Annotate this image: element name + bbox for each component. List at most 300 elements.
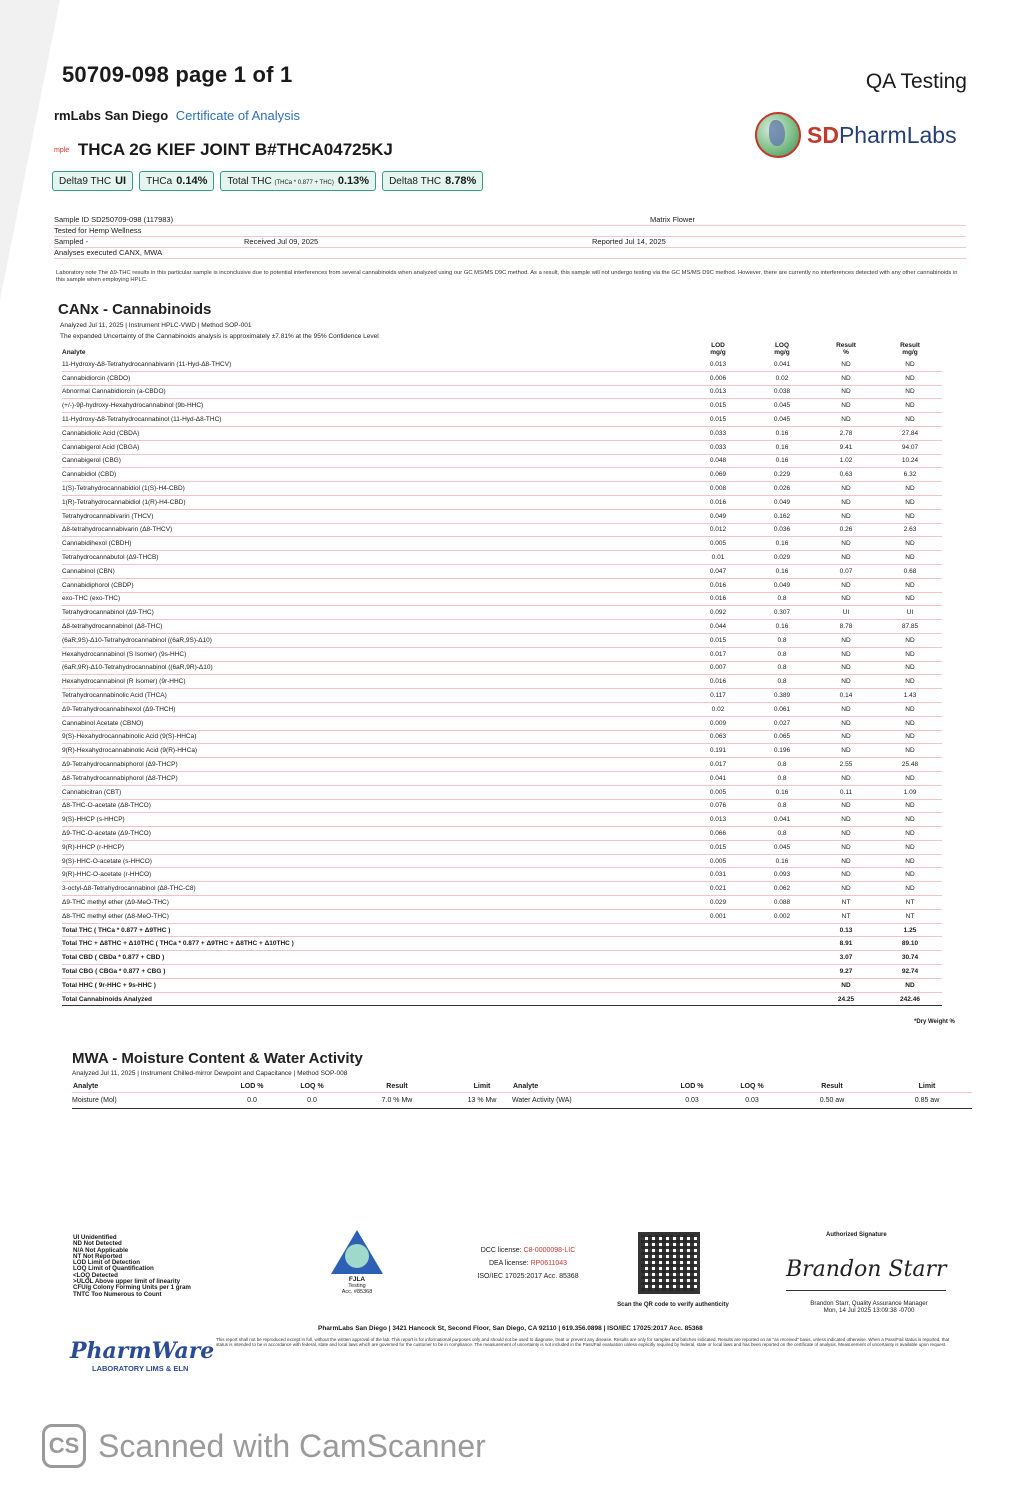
table-cell: 1.43 [878, 689, 942, 703]
globe-icon [755, 112, 801, 158]
qa-testing-label: QA Testing [865, 70, 967, 93]
table-row [62, 509, 942, 523]
table-cell: ND [878, 661, 942, 675]
table-row [62, 730, 942, 744]
table-cell: 0.049 [750, 578, 814, 592]
table-cell: 0.031 [686, 868, 750, 882]
table-cell: 0.16 [750, 537, 814, 551]
table-cell: 0.069 [686, 468, 750, 482]
table-cell: ND [814, 358, 878, 371]
legend-item: CFU/g Colony Forming Units per 1 gram [73, 1284, 191, 1292]
table-cell: 0.048 [686, 454, 750, 468]
table-row [62, 385, 942, 399]
sample-id: Sample ID SD250709-098 (117983) [54, 215, 174, 224]
table-cell: 94.07 [878, 440, 942, 454]
total-cell: Total CBD ( CBDa * 0.877 + CBD ) [62, 951, 686, 965]
analyte-name: Cannabigerol (CBG) [62, 454, 686, 468]
analyte-name: 11-Hydroxy-Δ8-Tetrahydrocannabivarin (11-Hyd-Δ8-THCV) [62, 358, 686, 371]
table-cell: 1.09 [878, 785, 942, 799]
table-cell: ND [814, 854, 878, 868]
total-cell [750, 937, 814, 951]
col-analyte: Analyte [62, 349, 86, 356]
table-cell: ND [878, 730, 942, 744]
mwa-header: Result [782, 1082, 882, 1093]
lab-note: Laboratory note The Δ9-THC results in this particular sample is inconclusive due to potential interferences from several cannabinoids when analyzed using our GC MS/MS D9C method. As a result, this sample will not undergo testing via the GC MS/MS D9C method. However, there are currently no interferences detected with any other cannabinoids in this sample when employing HPLC. [56, 270, 958, 283]
total-row [62, 992, 942, 1006]
table-cell: 0.8 [750, 758, 814, 772]
total-cell: 89.10 [878, 937, 942, 951]
analyte-name: Cannabidihexol (CBDH) [62, 537, 686, 551]
legend-item: N/A Not Applicable [73, 1246, 129, 1254]
table-cell: ND [814, 675, 878, 689]
table-cell: 0.007 [686, 661, 750, 675]
table-cell: ND [814, 551, 878, 565]
total-cell [686, 992, 750, 1006]
table-cell: 0.012 [686, 523, 750, 537]
table-cell: ND [878, 509, 942, 523]
table-cell: ND [814, 399, 878, 413]
table-cell: ND [878, 371, 942, 385]
table-cell: ND [814, 827, 878, 841]
analyte-name: Cannabicitran (CBT) [62, 785, 686, 799]
table-cell: 0.015 [686, 399, 750, 413]
mwa-header: LOD % [662, 1082, 722, 1093]
table-cell: ND [878, 840, 942, 854]
fjla-accreditation [323, 1230, 391, 1295]
total-cell: Total HHC ( 9r-HHC + 9s-HHC ) [62, 978, 686, 992]
col-lod: LOD mg/g [710, 342, 726, 356]
table-cell: 0.076 [686, 799, 750, 813]
document-id: 50709-098 page 1 of 1 [62, 62, 293, 87]
table-cell: 0.041 [686, 771, 750, 785]
table-cell: 0.16 [750, 785, 814, 799]
table-cell: 0.016 [686, 578, 750, 592]
mwa-cell: 0.0 [282, 1093, 342, 1109]
total-cell [686, 951, 750, 965]
table-cell: 0.389 [750, 689, 814, 703]
table-cell: ND [814, 716, 878, 730]
table-row [62, 606, 942, 620]
table-cell: 0.8 [750, 592, 814, 606]
signer-info: Brandon Starr, Quality Assurance Manager Mon, 14 Jul 2025 13:09:38 -0700 [810, 1300, 928, 1314]
canx-uncertainty: The expanded Uncertainty of the Cannabinoids analysis is approximately ±7.81% at the 95% Confidence Level [60, 333, 379, 340]
tested-for: Tested for Hemp Wellness [54, 226, 142, 235]
table-cell: ND [814, 882, 878, 896]
analyte-name: Cannabidiphorol (CBDP) [62, 578, 686, 592]
table-row [62, 468, 942, 482]
sample-meta [54, 215, 966, 259]
table-cell: 0.063 [686, 730, 750, 744]
table-cell: 0.26 [814, 523, 878, 537]
total-cell [686, 937, 750, 951]
mwa-cell: 13 % Mw [452, 1093, 512, 1109]
table-cell: ND [814, 771, 878, 785]
mwa-header: Analyte [72, 1082, 222, 1093]
table-cell: ND [878, 482, 942, 496]
table-cell: NT [878, 896, 942, 910]
total-cell: ND [878, 978, 942, 992]
table-cell: ND [878, 551, 942, 565]
table-row [62, 758, 942, 772]
mwa-cell: Moisture (Mol) [72, 1093, 222, 1109]
table-row [62, 633, 942, 647]
table-cell: 0.307 [750, 606, 814, 620]
table-cell: 87.85 [878, 620, 942, 634]
canx-title: CANx - Cannabinoids [58, 301, 212, 318]
table-cell: ND [878, 868, 942, 882]
table-cell: ND [814, 661, 878, 675]
mwa-analyzed: Analyzed Jul 11, 2025 | Instrument Chilled-mirror Dewpoint and Capacitance | Method SOP-008 [72, 1070, 348, 1077]
table-cell: 0.036 [750, 523, 814, 537]
table-cell: 0.013 [686, 385, 750, 399]
total-cell: 1.25 [878, 923, 942, 937]
table-cell: 0.027 [750, 716, 814, 730]
legend-item: >ULOL Above upper limit of linearity [73, 1278, 181, 1286]
table-cell: 0.026 [750, 482, 814, 496]
legend-item: LOD Limit of Detection [73, 1259, 141, 1267]
table-cell: 0.191 [686, 744, 750, 758]
analyte-name: Δ9-Tetrahydrocannabiphorol (Δ9-THCP) [62, 758, 686, 772]
col-loq: LOQ mg/g [774, 342, 790, 356]
analyte-name: (6aR,9S)-Δ10-Tetrahydrocannabinol ((6aR,9S)-Δ10) [62, 633, 686, 647]
table-cell: 0.045 [750, 413, 814, 427]
table-cell: 0.013 [686, 813, 750, 827]
table-row [62, 358, 942, 371]
analyte-name: Tetrahydrocannabivarin (THCV) [62, 509, 686, 523]
camscanner-icon: CS [42, 1424, 86, 1468]
table-cell: 0.8 [750, 633, 814, 647]
analyte-name: 9(S)-HHC-O-acetate (s-HHCO) [62, 854, 686, 868]
total-cell [750, 978, 814, 992]
analyte-name: Δ8-tetrahydrocannabinol (Δ8-THC) [62, 620, 686, 634]
table-row [62, 523, 942, 537]
table-cell: 0.015 [686, 413, 750, 427]
table-row [62, 551, 942, 565]
table-cell: 0.11 [814, 785, 878, 799]
table-row [62, 620, 942, 634]
table-cell: 9.41 [814, 440, 878, 454]
table-cell: 0.01 [686, 551, 750, 565]
badge-delta8: Delta8 THC 8.78% [382, 171, 483, 191]
mwa-cell: 0.03 [662, 1093, 722, 1109]
table-cell: 0.8 [750, 647, 814, 661]
table-cell: 2.78 [814, 426, 878, 440]
potency-badges [52, 171, 483, 191]
table-cell: ND [878, 771, 942, 785]
table-row [62, 785, 942, 799]
mwa-cell: 0.03 [722, 1093, 782, 1109]
table-row [62, 854, 942, 868]
table-cell: 0.8 [750, 661, 814, 675]
table-row [62, 371, 942, 385]
table-cell: ND [814, 813, 878, 827]
mwa-cell: 0.50 aw [782, 1093, 882, 1109]
sample-title [54, 140, 393, 160]
total-cell: 92.74 [878, 965, 942, 979]
legend-item: UI Unidentified [73, 1234, 117, 1241]
table-cell: 0.001 [686, 909, 750, 923]
col-result-pct: Result % [836, 342, 856, 356]
table-cell: ND [814, 647, 878, 661]
total-cell [750, 965, 814, 979]
total-cell: 242.46 [878, 992, 942, 1006]
pharmware-sub: LABORATORY LIMS & ELN [92, 1364, 189, 1373]
table-cell: ND [878, 633, 942, 647]
table-cell: 0.088 [750, 896, 814, 910]
table-row [62, 702, 942, 716]
table-row [62, 868, 942, 882]
legend-item: NT Not Reported [73, 1252, 123, 1260]
fjla-logo-icon [331, 1230, 383, 1274]
table-cell: NT [878, 909, 942, 923]
footer-address: PharmLabs San Diego | 3421 Hancock St, Second Floor, San Diego, CA 92110 | 619.356.0898 | ISO/IEC 17025:2017 Acc. 85368 [318, 1325, 703, 1332]
table-row [62, 771, 942, 785]
analyte-name: Cannabigerol Acid (CBGA) [62, 440, 686, 454]
table-row [62, 440, 942, 454]
canx-analyzed: Analyzed Jul 11, 2025 | Instrument HPLC-VWD | Method SOP-001 [60, 322, 252, 329]
mwa-header: LOQ % [722, 1082, 782, 1093]
table-cell: 0.14 [814, 689, 878, 703]
analyte-name: Cannabidiol (CBD) [62, 468, 686, 482]
table-cell: ND [878, 495, 942, 509]
table-row [62, 896, 942, 910]
table-cell: 0.005 [686, 537, 750, 551]
table-cell: ND [878, 702, 942, 716]
pharmware-logo [70, 1338, 214, 1373]
table-cell: 0.062 [750, 882, 814, 896]
analyses-executed: Analyses executed CANX, MWA [54, 248, 163, 257]
analyte-name: Tetrahydrocannabinolic Acid (THCA) [62, 689, 686, 703]
table-cell: 0.117 [686, 689, 750, 703]
table-cell: 0.033 [686, 426, 750, 440]
table-cell: 0.015 [686, 633, 750, 647]
table-row [62, 426, 942, 440]
table-cell: 8.78 [814, 620, 878, 634]
table-cell: 27.84 [878, 426, 942, 440]
dry-weight-note: *Dry Weight % [914, 1019, 955, 1025]
table-cell: 0.093 [750, 868, 814, 882]
mwa-header: Limit [882, 1082, 972, 1093]
total-row [62, 937, 942, 951]
table-row [62, 813, 942, 827]
table-row [62, 564, 942, 578]
table-cell: 0.049 [686, 509, 750, 523]
table-row [62, 840, 942, 854]
moisture-table [72, 1082, 972, 1109]
table-cell: ND [878, 358, 942, 371]
table-cell: NT [814, 896, 878, 910]
table-cell: 0.065 [750, 730, 814, 744]
table-cell: 0.009 [686, 716, 750, 730]
legend-item: ND Not Detected [73, 1240, 122, 1248]
table-cell: ND [814, 385, 878, 399]
table-cell: 0.196 [750, 744, 814, 758]
analyte-name: Δ8-THC methyl ether (Δ8-MeO-THC) [62, 909, 686, 923]
total-cell [686, 965, 750, 979]
table-cell: ND [814, 744, 878, 758]
cannabinoids-table [62, 342, 942, 1006]
table-cell: 0.016 [686, 675, 750, 689]
camscanner-text: Scanned with CamScanner [98, 1427, 486, 1464]
table-row [62, 413, 942, 427]
table-cell: 0.008 [686, 482, 750, 496]
table-row [62, 689, 942, 703]
mwa-header: Limit [452, 1082, 512, 1093]
analyte-name: Tetrahydrocannabutol (Δ9-THCB) [62, 551, 686, 565]
table-cell: 0.162 [750, 509, 814, 523]
table-cell: 0.005 [686, 785, 750, 799]
table-cell: ND [878, 799, 942, 813]
total-row [62, 965, 942, 979]
total-cell: 8.91 [814, 937, 878, 951]
table-cell: 0.044 [686, 620, 750, 634]
table-row [62, 495, 942, 509]
table-cell: 0.041 [750, 813, 814, 827]
total-cell: 3.07 [814, 951, 878, 965]
table-cell: 0.16 [750, 454, 814, 468]
analyte-name: Tetrahydrocannabinol (Δ9-THC) [62, 606, 686, 620]
analyte-name: 11-Hydroxy-Δ8-Tetrahydrocannabinol (11-Hyd-Δ8-THC) [62, 413, 686, 427]
table-cell: 0.029 [686, 896, 750, 910]
total-cell: Total Cannabinoids Analyzed [62, 992, 686, 1006]
table-cell: ND [814, 413, 878, 427]
table-row [62, 454, 942, 468]
table-cell: ND [878, 647, 942, 661]
footer-disclaimer: This report shall not be reproduced except in full, without the written approval of the lab. This report is for informational purposes only and should not be used to diagnose, treat or prevent any disease. Results are only for samples and batches indicated. Results are reported on an "as received" basis, unless indicated otherwise. When a Pass/Fail status is reported, that status is intended to be in accordance with federal, state and local laws which are governed for the customer to be in compliance. The measurement of uncertainty is not included in the Pass/Fail evaluation unless explicitly required by federal, state or local laws and has been reported on the certificate of analysis. Measurement of uncertainty is available upon request. [216, 1337, 950, 1348]
table-row [62, 799, 942, 813]
table-cell: 0.8 [750, 675, 814, 689]
table-cell: 6.32 [878, 468, 942, 482]
table-cell: 0.049 [750, 495, 814, 509]
total-cell: 9.27 [814, 965, 878, 979]
table-row [62, 578, 942, 592]
table-row [62, 882, 942, 896]
table-cell: 10.24 [878, 454, 942, 468]
table-cell: ND [814, 537, 878, 551]
signature-line [786, 1290, 946, 1291]
analyte-name: Δ9-THC methyl ether (Δ9-MeO-THC) [62, 896, 686, 910]
handwritten-signature: Brandon Starr [786, 1257, 947, 1282]
table-row [62, 482, 942, 496]
received: Received Jul 09, 2025 [244, 237, 319, 246]
total-cell: ND [814, 978, 878, 992]
analyte-name: Cannabidiolic Acid (CBDA) [62, 426, 686, 440]
analyte-name: 9(R)-HHC-O-acetate (r-HHCO) [62, 868, 686, 882]
table-row [62, 537, 942, 551]
table-cell: ND [878, 537, 942, 551]
table-cell: 0.017 [686, 758, 750, 772]
total-cell [686, 923, 750, 937]
fjla-name: FJLA [348, 1276, 366, 1283]
table-cell: 0.092 [686, 606, 750, 620]
table-cell: 0.066 [686, 827, 750, 841]
qr-code[interactable] [638, 1232, 700, 1294]
analyte-name: exo-THC (exo-THC) [62, 592, 686, 606]
table-row [62, 647, 942, 661]
analyte-name: Cannabinol Acetate (CBNO) [62, 716, 686, 730]
mwa-header: LOD % [222, 1082, 282, 1093]
license-block: DCC license: C8-0000098-LIC DEA license: RP0611043 ISO/IEC 17025:2017 Acc. 85368 [477, 1247, 579, 1280]
table-cell: 0.005 [686, 854, 750, 868]
analyte-name: Δ9-Tetrahydrocannabihexol (Δ9-THCH) [62, 702, 686, 716]
total-row [62, 978, 942, 992]
sample-prefix: mple [54, 147, 70, 155]
table-cell: 0.02 [686, 702, 750, 716]
fjla-acc: Acc. #85368 [341, 1289, 373, 1295]
logo-wordmark: SDPharmLabs [807, 121, 957, 148]
table-cell: 0.16 [750, 854, 814, 868]
table-row [62, 661, 942, 675]
analyte-name: Cannabinol (CBN) [62, 564, 686, 578]
table-cell: 0.016 [686, 592, 750, 606]
table-cell: 0.021 [686, 882, 750, 896]
legend-item: TNTC Too Numerous to Count [73, 1290, 162, 1298]
sampled: Sampled - [54, 237, 89, 246]
total-row [62, 923, 942, 937]
table-cell: 0.16 [750, 426, 814, 440]
total-cell: Total CBG ( CBGa * 0.877 + CBG ) [62, 965, 686, 979]
sdpharmlabs-logo [755, 112, 957, 158]
mwa-title: MWA - Moisture Content & Water Activity [72, 1050, 363, 1067]
table-cell: ND [878, 854, 942, 868]
analyte-name: 9(R)-HHCP (r-HHCP) [62, 840, 686, 854]
analyte-name: Cannabidiorcin (CBDO) [62, 371, 686, 385]
table-cell: 0.045 [750, 840, 814, 854]
table-cell: ND [814, 509, 878, 523]
table-cell: 0.029 [750, 551, 814, 565]
table-cell: 2.55 [814, 758, 878, 772]
lab-name-text: rmLabs San Diego [54, 108, 169, 123]
table-cell: UI [814, 606, 878, 620]
table-cell: 0.16 [750, 440, 814, 454]
table-cell: 0.8 [750, 799, 814, 813]
analyte-name: Δ8-tetrahydrocannabivarin (Δ8-THCV) [62, 523, 686, 537]
col-result-mg: Result mg/g [900, 342, 920, 356]
badge-total-thc: Total THC (THCa * 0.877 + THC) 0.13% [220, 171, 376, 191]
total-cell: 24.25 [814, 992, 878, 1006]
total-cell [750, 992, 814, 1006]
total-cell: Total THC + Δ8THC + Δ10THC ( THCa * 0.877 + Δ9THC + Δ8THC + Δ10THC ) [62, 937, 686, 951]
lab-name [54, 108, 300, 123]
table-cell: 0.16 [750, 620, 814, 634]
camscanner-watermark [42, 1424, 486, 1468]
table-cell: 0.02 [750, 371, 814, 385]
total-cell: 0.13 [814, 923, 878, 937]
table-cell: 0.07 [814, 564, 878, 578]
table-cell: ND [878, 399, 942, 413]
table-cell: 0.033 [686, 440, 750, 454]
table-row [62, 827, 942, 841]
mwa-cell: 0.0 [222, 1093, 282, 1109]
table-cell: 0.041 [750, 358, 814, 371]
analyte-name: 9(S)-HHCP (s-HHCP) [62, 813, 686, 827]
analyte-name: (6aR,9R)-Δ10-Tetrahydrocannabinol ((6aR,9R)-Δ10) [62, 661, 686, 675]
abbreviation-legend [73, 1235, 191, 1298]
analyte-name: Abnormal Cannabidiorcin (a-CBDO) [62, 385, 686, 399]
coa-title: Certificate of Analysis [175, 108, 301, 123]
table-cell: 1.02 [814, 454, 878, 468]
table-cell: 0.006 [686, 371, 750, 385]
legend-item: <LOQ Detected [73, 1271, 118, 1279]
authorized-signature-label: Authorized Signature [826, 1232, 887, 1238]
table-cell: ND [814, 868, 878, 882]
mwa-header: Analyte [512, 1082, 662, 1093]
fjla-sub: Testing [348, 1283, 366, 1289]
table-cell: 0.047 [686, 564, 750, 578]
mwa-header: LOQ % [282, 1082, 342, 1093]
reported: Reported Jul 14, 2025 [592, 237, 666, 246]
mwa-cell: 7.0 % Mw [342, 1093, 452, 1109]
